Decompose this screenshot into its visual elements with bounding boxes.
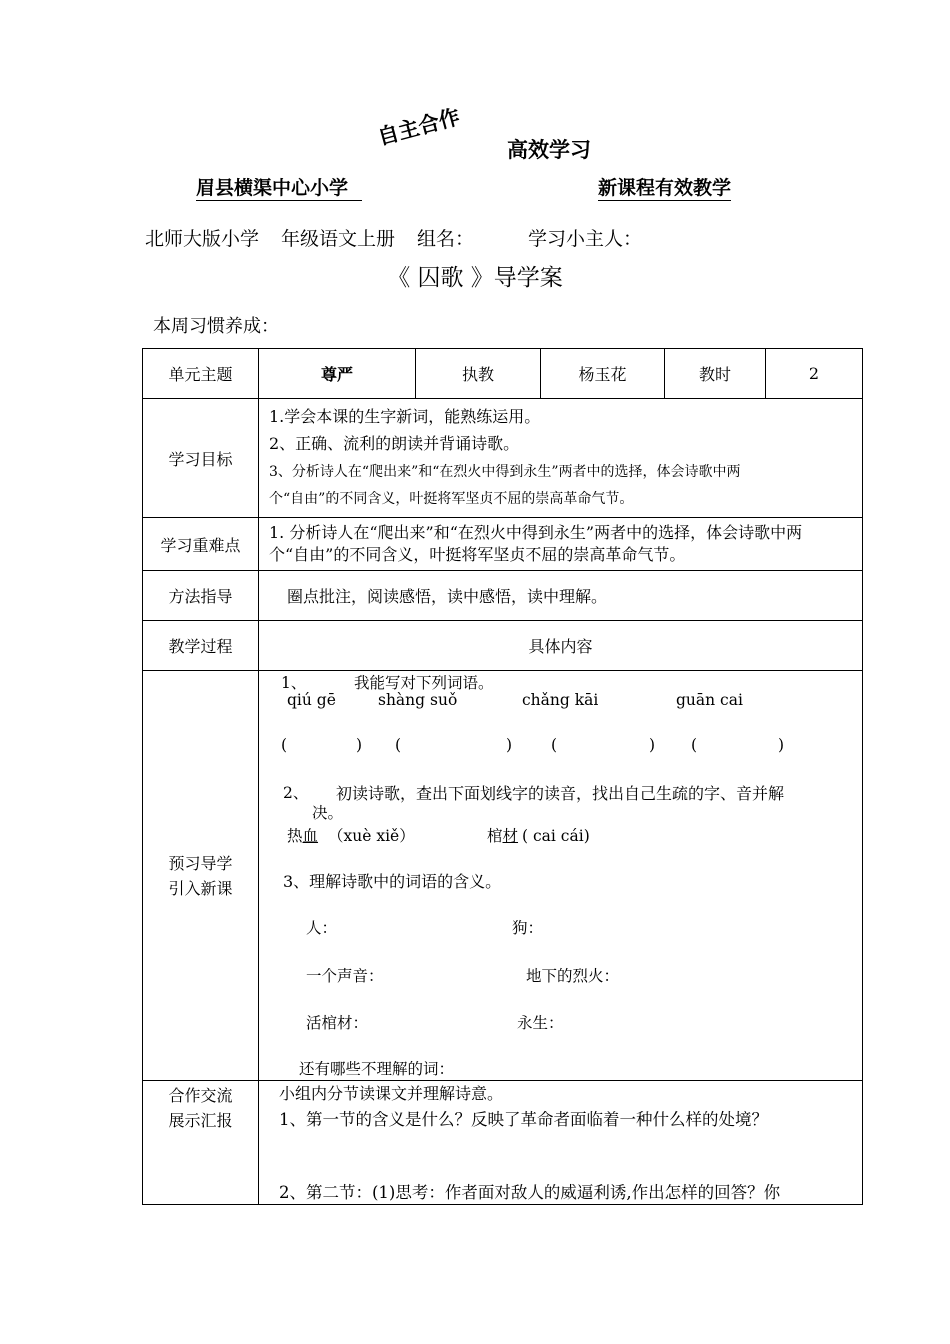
term-coffin: 活棺材：: [306, 1014, 369, 1032]
bracket: ): [356, 736, 363, 754]
method-content: 圈点批注，阅读感悟，读中感悟，读中理解。: [259, 571, 863, 621]
program-name: 新课程有效教学: [598, 173, 731, 201]
pinyin-item: guān cai: [676, 691, 743, 709]
word-blood: 热血 （xuè xiě）: [287, 827, 415, 845]
cooperate-label-line: 合作交流: [168, 1086, 233, 1105]
wordart-self-cooperation: 自主合作: [375, 104, 463, 150]
q2-number: 2、: [283, 784, 309, 802]
bracket: (: [281, 736, 288, 754]
table-row-key-points: [143, 518, 863, 571]
q1-text: 我能写对下列词语。: [354, 674, 494, 692]
term-fire: 地下的烈火：: [526, 967, 620, 985]
school-name: 眉县横渠中心小学: [196, 173, 362, 201]
q3-text: 3、理解诗歌中的词语的含义。: [283, 872, 502, 891]
pinyin-item: shàng suǒ: [378, 691, 458, 709]
preview-content: [259, 671, 863, 1081]
unit-label: 单元主题: [143, 349, 259, 399]
bracket: ): [778, 736, 785, 754]
goals-label: 学习目标: [143, 399, 259, 518]
bracket: (: [395, 736, 402, 754]
table-row-preview: [143, 671, 863, 1081]
table-row-process: [143, 621, 863, 671]
bracket: ): [649, 736, 656, 754]
q2-text: 初读诗歌，查出下面划线字的读音，找出自己生疏的字、音并解: [336, 784, 785, 803]
goal-item: 2、正确、流利的朗读并背诵诗歌。: [269, 434, 520, 453]
document-title: 《 囚歌 》导学案: [387, 265, 563, 291]
process-label: 教学过程: [143, 621, 259, 671]
edition-text: 北师大版小学: [145, 228, 260, 250]
weekly-habit: 本周习惯养成：: [153, 316, 279, 337]
goals-content: [259, 399, 863, 518]
term-voice: 一个声音：: [306, 967, 384, 985]
bracket: (: [551, 736, 558, 754]
cooperate-content: [259, 1081, 863, 1205]
process-content: 具体内容: [259, 621, 863, 671]
grade-text: 年级语文上册: [281, 228, 396, 250]
key-point-line: 1. 分析诗人在“爬出来”和“在烈火中得到永生”两者中的选择，体会诗歌中两: [269, 523, 803, 542]
wordart-efficient-learning: 高效学习: [507, 138, 591, 162]
q1-number: 1、: [281, 674, 307, 692]
term-eternal: 永生：: [517, 1014, 564, 1032]
key-points-label: 学习重难点: [143, 518, 259, 571]
term-person: 人：: [306, 919, 338, 937]
hours-label: 教时: [665, 349, 766, 399]
cooperate-line: 2、第二节：(1)思考：作者面对敌人的威逼利诱,作出怎样的回答？你: [279, 1183, 781, 1202]
word-coffin: 棺材 ( cai cái): [487, 827, 590, 845]
other-words: 还有哪些不理解的词：: [299, 1060, 455, 1078]
info-line: [145, 224, 664, 251]
cooperate-line: 1、第一节的含义是什么？反映了革命者面临着一种什么样的处境？: [279, 1110, 768, 1129]
bracket: (: [691, 736, 698, 754]
preview-label: [143, 671, 259, 1081]
table-row-unit: [143, 349, 863, 399]
bracket: ): [506, 736, 513, 754]
table-row-goals: [143, 399, 863, 518]
key-points-content: [259, 518, 863, 571]
table-row-method: [143, 571, 863, 621]
goal-item: 个“自由”的不同含义，叶挺将军坚贞不屈的崇高革命气节。: [269, 491, 634, 507]
unit-value: 尊严: [259, 349, 416, 399]
group-field: 组名：: [417, 228, 475, 250]
cooperate-label-line: 展示汇报: [168, 1111, 233, 1130]
goal-item: 1.学会本课的生字新词，能熟练运用。: [269, 407, 541, 426]
leader-field: 学习小主人：: [528, 228, 643, 250]
goal-item: 3、分析诗人在“爬出来”和“在烈火中得到永生”两者中的选择，体会诗歌中两: [269, 464, 741, 480]
pinyin-item: chǎng kāi: [522, 691, 599, 709]
lesson-plan-table: [142, 348, 863, 1205]
preview-label-line: 引入新课: [168, 878, 233, 898]
term-dog: 狗：: [512, 919, 544, 937]
method-label: 方法指导: [143, 571, 259, 621]
cooperate-line: 小组内分节读课文并理解诗意。: [279, 1084, 504, 1103]
table-row-cooperate: [143, 1081, 863, 1205]
teacher-label: 执教: [416, 349, 541, 399]
teacher-value: 杨玉花: [541, 349, 665, 399]
q2-text-cont: 决。: [312, 804, 344, 822]
key-point-line: 个“自由”的不同含义，叶挺将军坚贞不屈的崇高革命气节。: [269, 545, 686, 564]
cooperate-label: [143, 1081, 259, 1205]
preview-label-line: 预习导学: [168, 853, 233, 873]
pinyin-item: qiú gē: [287, 691, 336, 709]
hours-value: 2: [766, 349, 863, 399]
